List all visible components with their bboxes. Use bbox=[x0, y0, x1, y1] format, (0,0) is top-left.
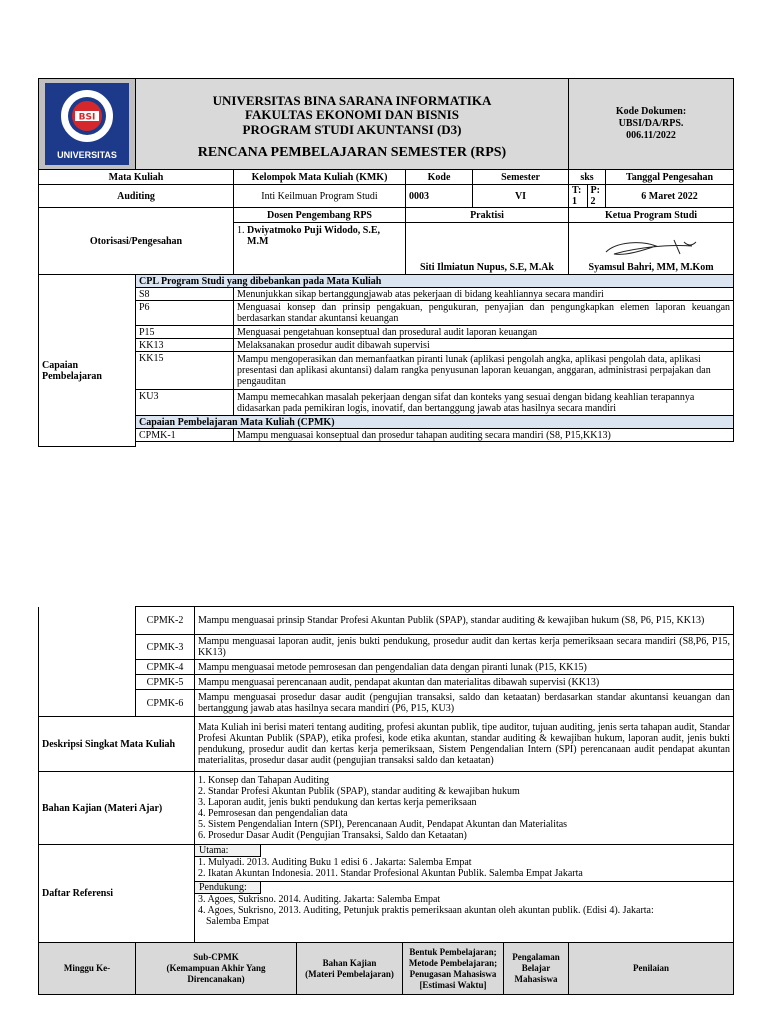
program-head-cell bbox=[569, 223, 734, 275]
cpl-text: Mampu mengoperasikan dan memanfaatkan piranti lunak (aplikasi pengolah angka, aplikasi pengolah data, aplikasi presentasi dan aplikasi akuntansi) dalam rangka penyusunan laporan keuangan, anggaran, administrasi perpajakan dan pengauditan bbox=[234, 352, 734, 390]
program-head-name: Syamsul Bahri, MM, M.Kom bbox=[588, 262, 714, 273]
logo-mark: BSI bbox=[78, 112, 96, 123]
description-label: Deskripsi Singkat Mata Kuliah bbox=[39, 717, 195, 772]
rps-continued-table bbox=[38, 606, 734, 995]
reference-item: 2. Ikatan Akuntan Indonesia. 2011. Standar Profesional Akuntan Publik. Salemba Empat Jakarta bbox=[198, 868, 583, 879]
list-item: 5. Sistem Pengendalian Intern (SPI), Perencanaan Audit, Pendapat Akuntan dan Materialitas bbox=[198, 819, 568, 830]
rps-developer-number: 1. bbox=[237, 225, 245, 236]
course-group-header: Kelompok Mata Kuliah (KMK) bbox=[234, 170, 406, 185]
title-cell bbox=[136, 79, 569, 170]
course-name: Auditing bbox=[39, 185, 234, 208]
assessment-header: Penilaian bbox=[569, 943, 734, 995]
week-header: Minggu Ke- bbox=[39, 943, 136, 995]
material-title: Bahan Kajian bbox=[322, 957, 377, 968]
semester: VI bbox=[473, 185, 569, 208]
cpmk-text: Mampu menguasai prosedur dasar audit (pengujian transaksi, saldo dan ketaatan) berdasarkan standar akuntansi keuangan dan bertanggung jawab atas hasilnya secara mandiri (P6, P15, KU3) bbox=[195, 690, 734, 717]
practitioner-name: Siti Ilmiatun Nupus, S.E, M.Ak bbox=[406, 223, 569, 275]
cpmk-code: CPMK-5 bbox=[136, 675, 195, 690]
rps-header-table bbox=[38, 78, 734, 447]
sub-cpmk-title: Sub-CPMK bbox=[193, 952, 239, 962]
document-code-value: UBSI/DA/RPS. bbox=[618, 118, 684, 129]
reference-item: 3. Agoes, Sukrisno. 2014. Auditing. Jakarta: Salemba Empat bbox=[198, 894, 441, 905]
course-name-header: Mata Kuliah bbox=[39, 170, 234, 185]
cpl-text: Melaksanakan prosedur audit dibawah supervisi bbox=[234, 339, 734, 352]
rps-developer-header: Dosen Pengembang RPS bbox=[234, 208, 406, 223]
credits bbox=[569, 185, 606, 208]
list-item: 4. Pemrosesan dan pengendalian data bbox=[198, 808, 348, 819]
reference-item: 4. Agoes, Sukrisno, 2013. Auditing, Petunjuk praktis pemeriksaan akuntan oleh akuntan publik. (Edisi 4). Jakarta: bbox=[198, 905, 654, 916]
material-subtitle: (Materi Pembelajaran) bbox=[305, 968, 394, 979]
cpmk-code: CPMK-4 bbox=[136, 660, 195, 675]
university-name: UNIVERSITAS BINA SARANA INFORMATIKA bbox=[212, 92, 492, 108]
list-item: 1. Konsep dan Tahapan Auditing bbox=[198, 775, 330, 786]
references-cell bbox=[195, 845, 734, 943]
semester-header: Semester bbox=[473, 170, 569, 185]
course-code: 0003 bbox=[406, 185, 473, 208]
learning-method-line: Metode Pembelajaran; bbox=[408, 957, 498, 968]
cpl-text: Menunjukkan sikap bertanggungjawab atas pekerjaan di bidang keahliannya secara mandiri bbox=[234, 288, 734, 301]
cpmk-text: Mampu menguasai perencanaan audit, pendapat akuntan dan materialitas dibawah supervisi (KK13) bbox=[195, 675, 734, 690]
cpmk-text: Mampu menguasai konseptual dan prosedur tahapan auditing secara mandiri (S8, P15,KK13) bbox=[234, 429, 734, 442]
course-code-header: Kode bbox=[406, 170, 473, 185]
list-item: 6. Prosedur Dasar Audit (Pengujian Transaksi, Saldo dan Ketaatan) bbox=[198, 830, 467, 841]
study-material-list bbox=[195, 772, 734, 845]
cpl-code: KU3 bbox=[136, 390, 234, 416]
cpl-code: P6 bbox=[136, 301, 234, 326]
cpmk-text: Mampu menguasai metode pemrosesan dan pengendalian data dengan piranti lunak (P15, KK15) bbox=[195, 660, 734, 675]
reference-item: Salemba Empat bbox=[206, 916, 270, 927]
course-group: Inti Keilmuan Program Studi bbox=[234, 185, 406, 208]
document-code-label: Kode Dokumen: bbox=[615, 106, 687, 117]
experience-header: Pengalaman Belajar Mahasiswa bbox=[504, 943, 569, 995]
study-material-label: Bahan Kajian (Materi Ajar) bbox=[39, 772, 195, 845]
list-item: 2. Standar Profesi Akuntan Publik (SPAP), standar auditing & kewajiban hukum bbox=[198, 786, 520, 797]
learning-outcomes-continued bbox=[39, 607, 136, 717]
credits-theory: T: 1 bbox=[569, 185, 588, 207]
learning-form-line: Bentuk Pembelajaran; bbox=[409, 946, 497, 957]
cpl-text: Menguasai pengetahuan konseptual dan prosedural audit laporan keuangan bbox=[234, 326, 734, 339]
approval-date-header: Tanggal Pengesahan bbox=[606, 170, 734, 185]
sub-cpmk-header bbox=[136, 943, 297, 995]
credits-header: sks bbox=[569, 170, 606, 185]
credits-practice: P: 2 bbox=[590, 185, 600, 207]
rps-developer-cell bbox=[234, 223, 406, 275]
cpl-code: P15 bbox=[136, 326, 234, 339]
approval-date: 6 Maret 2022 bbox=[606, 185, 734, 208]
university-logo bbox=[45, 83, 129, 165]
cpmk-text: Mampu menguasai prinsip Standar Profesi Akuntan Publik (SPAP), standar auditing & kewajiban hukum (S8, P6, P15, KK13) bbox=[195, 607, 734, 635]
primary-references-tag: Utama: bbox=[195, 845, 261, 857]
program-head-header: Ketua Program Studi bbox=[569, 208, 734, 223]
program-name: PROGRAM STUDI AKUNTANSI (D3) bbox=[242, 121, 462, 137]
references-label: Daftar Referensi bbox=[39, 845, 195, 943]
practitioner-header: Praktisi bbox=[406, 208, 569, 223]
time-estimate-line: [Estimasi Waktu] bbox=[419, 979, 487, 990]
learning-form-header bbox=[403, 943, 504, 995]
cpl-code: KK13 bbox=[136, 339, 234, 352]
cpmk-code: CPMK-6 bbox=[136, 690, 195, 717]
cpl-code: KK15 bbox=[136, 352, 234, 390]
supporting-references-tag: Pendukung: bbox=[195, 882, 261, 894]
cpmk-code: CPMK-1 bbox=[136, 429, 234, 442]
cpl-text: Menguasai konsep dan prinsip pengakuan, pengukuran, penyajian dan pengungkapkan elemen laporan keuangan berdasarkan standar akuntansi keuangan bbox=[234, 301, 734, 326]
document-code-cell bbox=[569, 79, 734, 170]
learning-outcomes-label: Capaian Pembelajaran bbox=[39, 275, 136, 447]
cpmk-heading: Capaian Pembelajaran Mata Kuliah (CPMK) bbox=[136, 416, 734, 429]
document-title: RENCANA PEMBELAJARAN SEMESTER (RPS) bbox=[197, 145, 507, 161]
logo-text: UNIVERSITAS bbox=[57, 150, 117, 160]
authorization-label: Otorisasi/Pengesahan bbox=[39, 208, 234, 275]
logo-cell bbox=[39, 79, 136, 170]
cpl-heading: CPL Program Studi yang dibebankan pada Mata Kuliah bbox=[136, 275, 734, 288]
cpmk-code: CPMK-2 bbox=[136, 607, 195, 635]
reference-item: 1. Mulyadi. 2013. Auditing Buku 1 edisi 6 . Jakarta: Salemba Empat bbox=[198, 857, 472, 868]
sub-cpmk-subtitle: (Kemampuan Akhir Yang Direncanakan) bbox=[166, 963, 266, 984]
signature-image bbox=[596, 234, 706, 262]
faculty-name: FAKULTAS EKONOMI DAN BISNIS bbox=[245, 107, 459, 123]
material-header bbox=[297, 943, 403, 995]
description-text: Mata Kuliah ini berisi materi tentang auditing, profesi akuntan publik, tipe auditor, tujuan auditing, jenis serta tahapan audit, Standar Profesi Akuntan Publik (SPAP), etika profesi, kode etika akuntan, standar auditing & kewajiban hukum, laporan audit, jenis bukti pendukung, prosedur audit dan kertas kerja pemeriksaan, Sistem Pengendalian Intern (SPI) perencanaan audit pendapat akuntan materialitas, prosedur dasar audit (pengujian transaksi saldo dan ketaatan) bbox=[195, 717, 734, 772]
cpmk-code: CPMK-3 bbox=[136, 635, 195, 660]
cpmk-text: Mampu menguasai laporan audit, jenis bukti pendukung, prosedur audit dan kertas kerja pemeriksaan secara mandiri (S8,P6, P15, KK13) bbox=[195, 635, 734, 660]
document-code-number: 006.11/2022 bbox=[626, 130, 676, 141]
rps-developer-name: Dwiyatmoko Puji Widodo, S.E, M.M bbox=[247, 225, 380, 247]
assignment-line: Penugasan Mahasiswa bbox=[409, 968, 497, 979]
list-item: 3. Laporan audit, jenis bukti pendukung dan kertas kerja pemeriksaan bbox=[198, 797, 477, 808]
cpl-code: S8 bbox=[136, 288, 234, 301]
cpl-text: Mampu memecahkan masalah pekerjaan dengan sifat dan konteks yang sesuai dengan bidang keahlian terapannya didasarkan pada pemikiran logis, inovatif, dan bertanggung jawab atas hasilnya secara mandiri bbox=[234, 390, 734, 416]
